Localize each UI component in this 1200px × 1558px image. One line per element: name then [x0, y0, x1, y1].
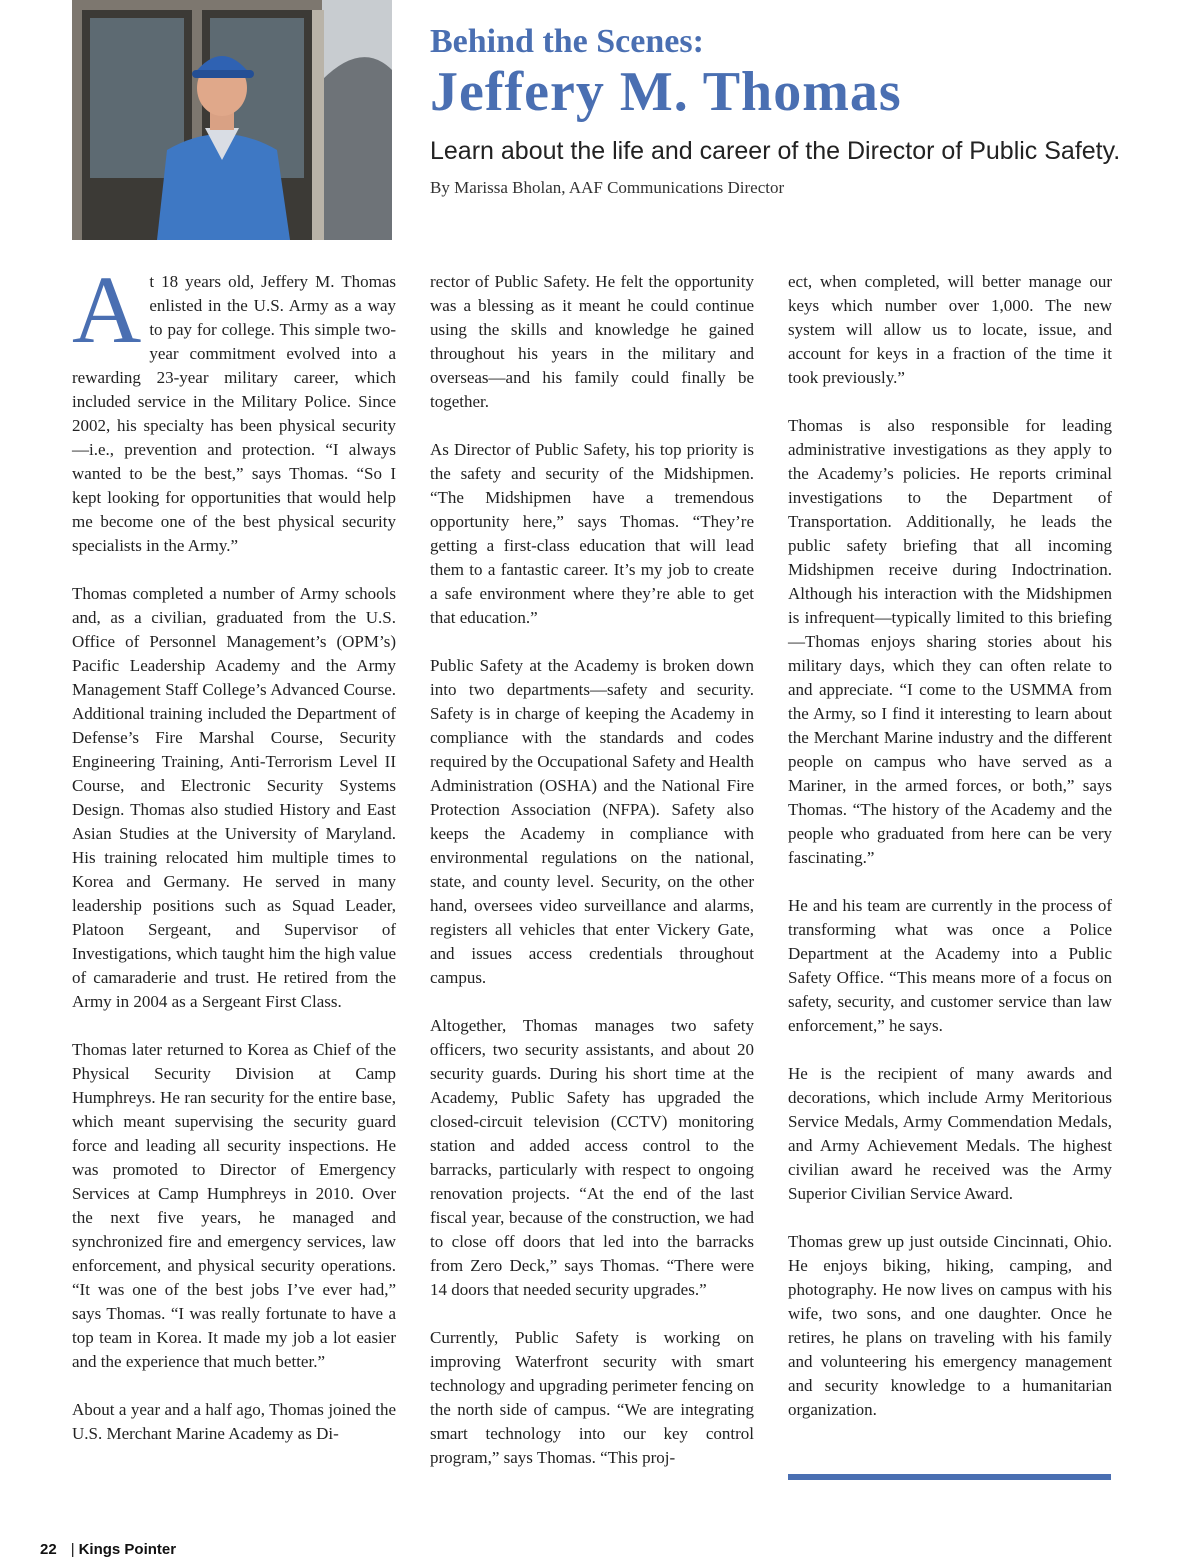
article-paragraph: rector of Public Safety. He felt the opportunity was a blessing as it meant he could continue using the skills and knowledge he gained throughout his years in the military and overseas—and his family could finally be together.	[430, 272, 754, 411]
article-title: Jeffery M. Thomas	[430, 61, 902, 123]
article-paragraph: Currently, Public Safety is working on improving Waterfront security with smart technology and upgrading perimeter fencing on the north side of campus. “We are integrating smart technology into our key control program,” says Thomas. “This proj-	[430, 1328, 754, 1467]
article-paragraph: He and his team are currently in the process of transforming what was once a Police Department at the Academy into a Public Safety Office. “This means more of a focus on safety, security, and customer service than law enforcement,” he says.	[788, 896, 1112, 1035]
article-paragraph: Thomas grew up just outside Cincinnati, Ohio. He enjoys biking, hiking, camping, and photography. He now lives on campus with his wife, two sons, and one daughter. Once he retires, he plans on traveling with his family and volunteering his emergency management and security knowledge to a humanitarian organization.	[788, 1232, 1112, 1419]
portrait-photo	[72, 0, 392, 240]
publication-name: Kings Pointer	[78, 1541, 177, 1558]
article-paragraph: Altogether, Thomas manages two safety officers, two security assistants, and about 20 security guards. During his short time at the Academy, Public Safety has upgraded the closed-circuit television (CCTV) monitoring station and added access control to the barracks, particularly with respect to ongoing renovation projects. “At the end of the last fiscal year, because of the construction, we had to close off doors that led into the barracks from Zero Deck,” says Thomas. “There were 14 doors that needed security upgrades.”	[430, 1016, 754, 1299]
drop-cap: A	[72, 256, 142, 363]
article-paragraph: He is the recipient of many awards and decorations, which include Army Meritorious Service Medals, Army Commendation Medals, and Army Achievement Medals. The highest civilian award he received was the Army Superior Civilian Service Award.	[788, 1064, 1112, 1203]
article-paragraph: Thomas is also responsible for leading administrative investigations as they apply to the Academy’s policies. He reports criminal investigations to the Department of Transportation. Additionally, he leads the public safety briefing that all incoming Midshipmen receive during Indoctrination. Although his interaction with the Midshipmen is infrequent—typically limited to this briefing—Thomas enjoys sharing stories about his military days, which they can often relate to and appreciate. “I come to the USMMA from the Army, so I find it interesting to learn about the Merchant Marine industry and the different people on campus who have served as a Mariner, in the armed forces, or both,” says Thomas. “The history of the Academy and the people who graduated from here can be very fascinating.”	[788, 416, 1112, 867]
article-paragraph: Thomas later returned to Korea as Chief of the Physical Security Division at Camp Humphreys. He ran security for the entire base, which meant supervising the security guard force and leading all security inspections. He was promoted to Director of Emergency Services at Camp Humphreys in 2010. Over the next five years, he managed and synchronized fire and emergency services, law enforcement, and physical security operations. “It was one of the best jobs I’ve ever had,” says Thomas. “I was really fortunate to have a top team in Korea. It made my job a lot easier and the experience that much better.”	[72, 1040, 396, 1371]
article-dek: Learn about the life and career of the Director of Public Safety.	[430, 137, 1121, 165]
article-paragraph: Public Safety at the Academy is broken down into two departments—safety and security. Safety is in charge of keeping the Academy in compliance with the standards and codes required by the Occupational Safety and Health Administration (OSHA) and the National Fire Protection Association (NFPA). Safety also keeps the Academy in compliance with environmental regulations on the national, state, and county level. Security, on the other hand, oversees video surveillance and alarms, registers all vehicles that enter Vickery Gate, and issues access credentials throughout campus.	[430, 656, 754, 987]
article-byline: By Marissa Bholan, AAF Communications Director	[430, 178, 785, 197]
article-paragraph: About a year and a half ago, Thomas joined the U.S. Merchant Marine Academy as Di-	[72, 1400, 396, 1443]
footer-separator: |	[70, 1541, 75, 1558]
article-kicker: Behind the Scenes:	[430, 23, 704, 60]
page-number: 22	[40, 1541, 57, 1558]
article-paragraph: ect, when completed, will better manage our keys which number over 1,000. The new system will allow us to locate, issue, and account for keys in a fraction of the time it took previously.”	[788, 272, 1112, 387]
page-footer	[40, 1541, 180, 1558]
article-paragraph: Thomas completed a number of Army schools and, as a civilian, graduated from the U.S. Office of Personnel Management’s (OPM’s) Pacific Leadership Academy and the Army Management Staff College’s Advanced Course. Additional training included the Department of Defense’s Fire Marshal Course, Security Engineering Training, Anti-Terrorism Level II Course, and Electronic Security Systems Design. Thomas also studied History and East Asian Studies at the University of Maryland. His training relocated him multiple times to Korea and Germany. He served in many leadership positions such as Squad Leader, Platoon Sergeant, and Supervisor of Investigations, which taught him the high value of camaraderie and trust. He retired from the Army in 2004 as a Sergeant First Class.	[72, 584, 396, 1011]
article-header	[430, 22, 1150, 199]
article-column-1	[72, 256, 396, 1470]
article-paragraph: As Director of Public Safety, his top priority is the safety and security of the Midshipmen. “The Midshipmen have a tremendous opportunity here,” says Thomas. “They’re getting a first-class education that will lead them to a fantastic career. It’s my job to create a safe environment where they’re able to get that education.”	[430, 440, 754, 627]
article-column-2	[430, 270, 754, 1494]
article-paragraph: At 18 years old, Jeffery M. Thomas enlisted in the U.S. Army as a way to pay for college. This simple two-year commitment evolved into a rewarding 23-year military career, which included service in the Military Police. Since 2002, his specialty has been physical security—i.e., prevention and protection. “I always wanted to be the best,” says Thomas. “So I kept looking for opportunities that would help me become one of the best physical security specialists in the Army.”	[72, 256, 396, 555]
article-column-3	[788, 270, 1112, 1446]
portrait-illustration	[72, 0, 392, 240]
article-end-rule	[788, 1474, 1111, 1480]
